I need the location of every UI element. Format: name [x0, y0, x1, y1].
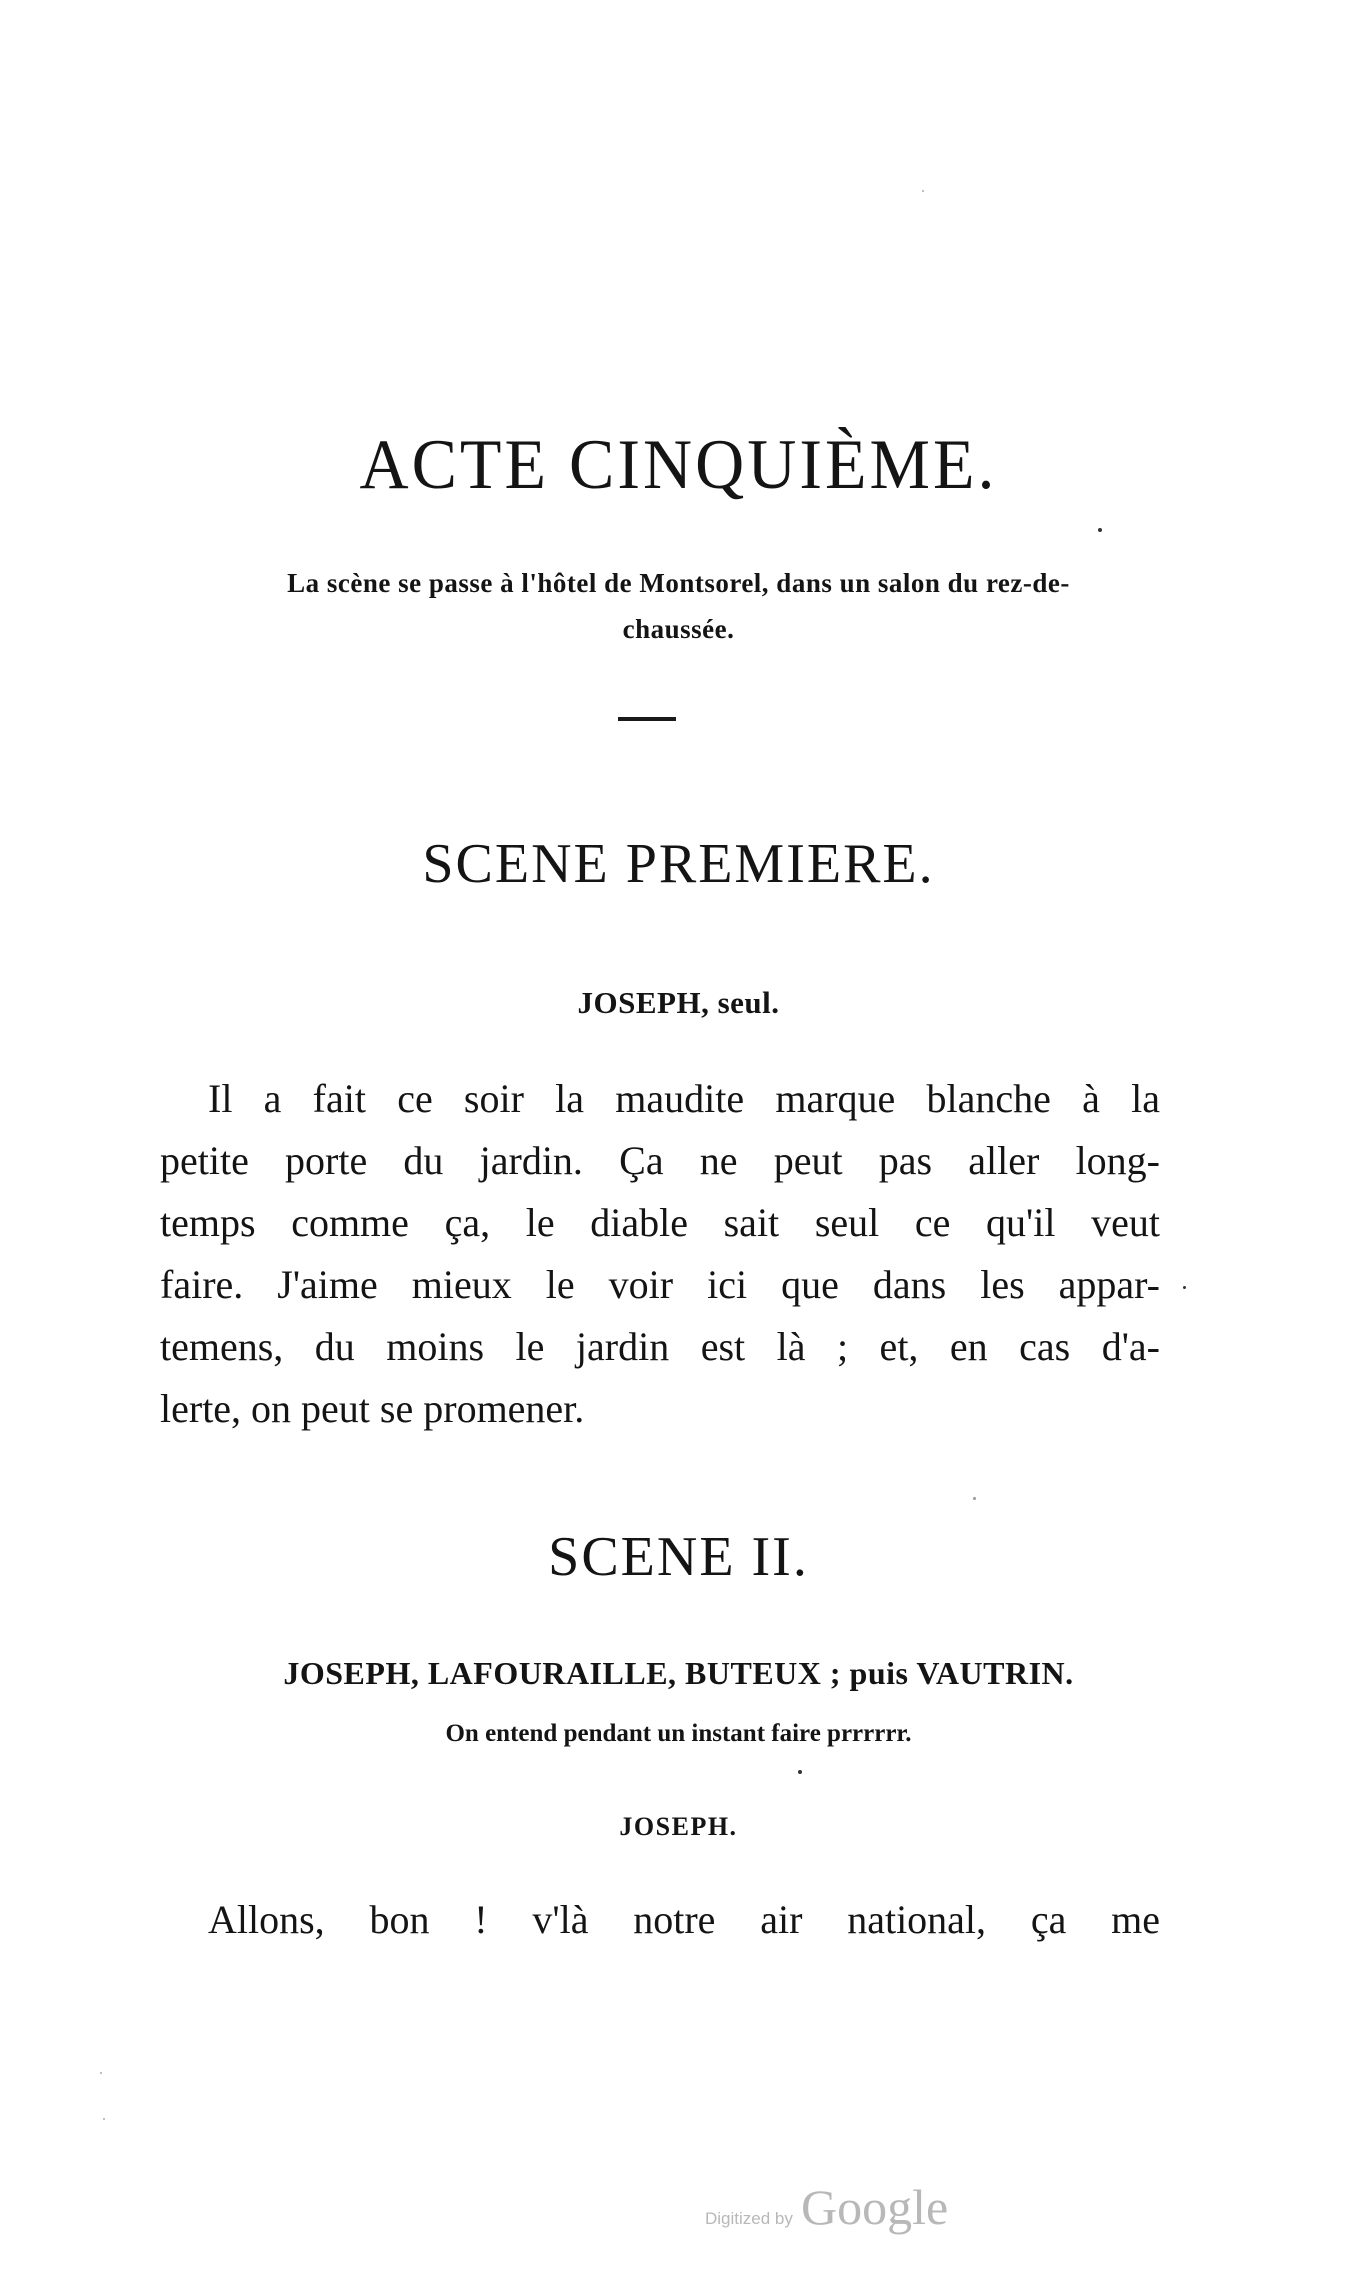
ink-speck: [100, 2072, 102, 2074]
speaker-heading: JOSEPH.: [619, 1812, 738, 1841]
monologue-line: lerte, on peut se promener.: [160, 1386, 585, 1431]
act-setting: [0, 560, 1357, 652]
stage-direction: On entend pendant un instant faire prrrrrr.: [445, 1720, 912, 1747]
scene-2-characters: JOSEPH, LAFOURAILLE, BUTEUX ; puis VAUTRIN.: [283, 1655, 1074, 1691]
monologue-line: Il a fait ce soir la maudite marque blanche à la: [208, 1076, 1160, 1121]
ink-speck: [798, 1770, 802, 1774]
setting-line-1: La scène se passe à l'hôtel de Montsorel, dans un salon du rez-de-: [287, 568, 1070, 598]
digitized-watermark: [705, 2178, 948, 2236]
act-title: ACTE CINQUIÈME.: [359, 424, 998, 504]
ink-speck: [1098, 528, 1102, 532]
ink-speck: [1183, 1286, 1186, 1289]
scene-2-title: SCENE II.: [548, 1526, 809, 1588]
section-divider: [618, 717, 676, 721]
monologue-line: temps comme ça, le diable sait seul ce qu'il veut: [160, 1200, 1160, 1245]
google-logo: Google: [800, 2179, 949, 2235]
monologue-line: temens, du moins le jardin est là ; et, en cas d'a-: [160, 1324, 1160, 1369]
scene-1-character: JOSEPH, seul.: [577, 985, 780, 1020]
setting-line-2: chaussée.: [622, 614, 735, 644]
monologue-line: faire. J'aime mieux le voir ici que dans les appar-: [160, 1262, 1160, 1307]
scene-1-title: SCENE PREMIERE.: [422, 833, 935, 895]
ink-speck: [922, 190, 924, 192]
ink-speck: [973, 1497, 976, 1500]
monologue-line: petite porte du jardin. Ça ne peut pas aller long-: [160, 1138, 1160, 1183]
ink-speck: [103, 2118, 105, 2120]
scene-1-monologue: [160, 1068, 1160, 1440]
joseph-speech: Allons, bon ! v'là notre air national, ça me: [208, 1897, 1160, 1942]
watermark-prefix: Digitized by: [705, 2209, 793, 2228]
